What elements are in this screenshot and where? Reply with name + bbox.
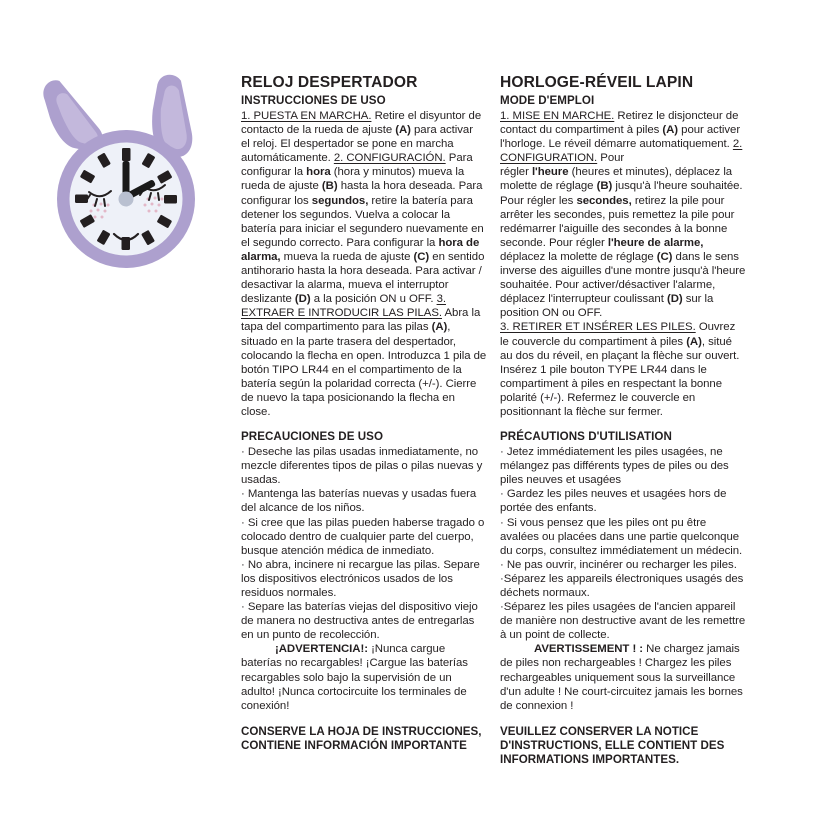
french-precaution-item: · Gardez les piles neuves et usagées hors de portée des enfants. <box>500 488 727 515</box>
clock-hub <box>119 192 134 207</box>
spanish-precaution-item: · Si cree que las pilas pueden haberse tragado o colocado dentro de cualquier parte del cuerpo, busque atención médica de inmediato. <box>241 516 485 557</box>
french-step2-text-g: dans le sens inverse des aiguilles d'une montre jusqu'à l'heure souhaitée. Pour activer/désactiver l'alarme, déplacez l'interrupteur coulissant <box>500 250 746 306</box>
french-step1-bold-a: (A) <box>662 124 679 137</box>
spanish-step2-bold-f: (D) <box>294 293 311 306</box>
french-step2-bold-f: (D) <box>666 293 683 306</box>
french-step2-text-d: jusqu'à l'heure souhaitée. Pour régler les <box>500 180 743 207</box>
spanish-precaution-item: · Separe las baterías viejas del dispositivo viejo de manera no destructiva antes de entregarlas en un punto de recolección. <box>241 601 478 642</box>
french-column <box>500 74 746 767</box>
french-step2-text-c: (heures et minutes), déplacez la molette de réglage <box>500 166 733 193</box>
french-title: HORLOGE-RÉVEIL LAPIN <box>500 74 694 91</box>
spanish-step2-text-b: (hora y minutos) mueva la rueda de ajuste <box>241 166 465 193</box>
spanish-step3-bold-a: (A) <box>431 321 448 334</box>
spanish-step1-text-b: para activar <box>410 124 473 137</box>
spanish-keep-note: CONSERVE LA HOJA DE INSTRUCCIONES, CONTIENE INFORMACIÓN IMPORTANTE <box>241 724 482 753</box>
french-precaution-item: ·Séparez les piles usagées de l'ancien appareil de manière non destructive avant de les remettre à un point de collecte. <box>500 601 746 642</box>
french-step2-text-a: Pour <box>597 152 625 165</box>
spanish-warning-label: ¡ADVERTENCIA!: <box>275 643 368 656</box>
spanish-step1-label: 1. PUESTA EN MARCHA. <box>241 110 372 122</box>
french-step2-bold-e: (C) <box>656 250 673 263</box>
spanish-title: RELOJ DESPERTADOR <box>241 74 418 91</box>
french-step1-label: 1. MISE EN MARCHE. <box>500 110 615 122</box>
french-step3-label: 3. RETIRER ET INSÉRER LES PILES. <box>500 321 696 334</box>
rabbit-clock-icon <box>38 68 228 273</box>
spanish-step2-bold-a: hora <box>306 166 331 179</box>
french-step2-text-e: retirez la pile pour arrêter les secondes, puis remettez la pile pour redémarrer l'aiguille des secondes à la bonne seconde. Pour régler <box>500 194 735 249</box>
spanish-step2-label: 2. CONFIGURACIÓN. <box>333 152 446 165</box>
french-step2-text-f: déplacez la molette de réglage <box>500 250 657 263</box>
spanish-precaution-item: · Mantenga las baterías nuevas y usadas fuera del alcance de los niños. <box>241 488 477 515</box>
spanish-step2-bold-b: (B) <box>321 180 338 193</box>
spanish-step2-text-e: mueva la rueda de ajuste <box>280 250 414 263</box>
spanish-precaution-item: · Deseche las pilas usadas inmediatamente, no mezcle diferentes tipos de pilas o pilas nuevas y usadas. <box>241 446 483 487</box>
spanish-warning-text: ¡Nunca cargue baterías no recargables! ¡Cargue las baterías recargables solo bajo la supervisión de un adulto! ¡Nunca cortocircuite los terminales de conexión! <box>241 643 468 712</box>
french-step3-text-a: Ouvrez le couvercle du compartiment à piles <box>500 321 736 348</box>
french-precautions-heading: PRÉCAUTIONS D'UTILISATION <box>500 430 672 444</box>
french-warning-label: AVERTISSEMENT ! : <box>534 643 644 656</box>
spanish-precaution-item: · No abra, incinere ni recargue las pilas. Separe los dispositivos electrónicos usados de los residuos normales. <box>241 558 480 599</box>
french-step2-bold-b: (B) <box>596 180 613 193</box>
spanish-step2-bold-c: segundos, <box>311 194 369 207</box>
french-step2-bold-a: l'heure <box>531 166 569 179</box>
french-step2-label: 2. CONFIGURATION. <box>500 138 743 165</box>
spanish-step1-text-c: el reloj. El despertador se pone en marcha automáticamente. <box>241 138 454 165</box>
french-step1-text-a: Retirez le disjoncteur de contact du compartiment à piles <box>500 110 739 137</box>
french-keep-note: VEUILLEZ CONSERVER LA NOTICE D'INSTRUCTIONS, ELLE CONTIENT DES INFORMATIONS IMPORTANTES. <box>500 724 725 767</box>
spanish-column <box>241 74 487 753</box>
spanish-step3-label: 3. EXTRAER E INTRODUCIR LAS PILAS. <box>241 293 446 320</box>
spanish-step2-text-g: a la posición ON u OFF. <box>310 293 437 306</box>
french-step2-bold-d: l'heure de alarme, <box>607 236 704 249</box>
spanish-step2-bold-e: (C) <box>413 250 430 263</box>
french-precaution-item: · Si vous pensez que les piles ont pu être avalées ou placées dans une partie quelconque du corps, consultez immédiatement un médecin. <box>500 516 743 557</box>
french-step2-text-h: sur la position ON ou OFF. <box>500 293 714 320</box>
french-step3-text-b: , situé au dos du réveil, en plaçant la flèche sur ouvert. Insérez 1 pile bouton TYPE LR44 dans le compartiment à piles en respectant la bonne polarité (+/-). Refermez le couvercle en positionnant la flèche sur fermer. <box>500 335 740 418</box>
french-instructions-heading: MODE D'EMPLOI <box>500 94 595 107</box>
french-step2-bold-c: secondes, <box>576 194 632 207</box>
french-warning-text: Ne chargez jamais de piles non rechargeables ! Chargez les piles rechargeables uniquement sous la surveillance d'un adulte ! Ne court-circuitez jamais les bornes de connexion ! <box>500 643 743 712</box>
spanish-instructions-heading: INSTRUCCIONES DE USO <box>241 94 386 107</box>
spanish-step2-text-f: en sentido antihorario hasta la hora deseada. Para activar / desactivar la alarma, mueva el interruptor deslizante <box>241 250 485 306</box>
french-step2-text-b: régler <box>500 166 532 179</box>
french-precaution-item: · Jetez immédiatement les piles usagées, ne mélangez pas différents types de piles ou des piles neuves et usagées <box>500 446 729 487</box>
spanish-instructions-body <box>241 109 487 419</box>
spanish-step2-text-a: Para configurar la <box>241 152 473 179</box>
french-instructions-body <box>500 109 746 419</box>
french-step3-bold-a: (A) <box>686 335 702 348</box>
french-step1-text-b: pour activer l'horloge. Le réveil démarre automatiquement. <box>500 124 741 151</box>
spanish-step2-bold-d: hora de alarma, <box>241 236 480 263</box>
spanish-precautions-heading: PRECAUCIONES DE USO <box>241 430 384 444</box>
spanish-step2-text-d: retire la batería para detener los segundos. Vuelva a colocar la batería para iniciar el segundero nuevamente en el segundo correcto. Para configurar la <box>241 194 484 249</box>
spanish-step2-text-c: hasta la hora deseada. Para configurar los <box>241 180 483 207</box>
french-precaution-item: · Ne pas ouvrir, incinérer ou recharger les piles. <box>500 558 737 571</box>
spanish-step3-text-b: , situado en la parte trasera del despertador, colocando la flecha en open. Introduzca 1 pila de botón TIPO LR44 en el compartimento de la batería según la polaridad correcta (+/-). Cierre de nuevo la tapa posicionando la flecha en close. <box>241 321 487 418</box>
rabbit-alarm-clock-illustration <box>38 68 228 273</box>
french-precaution-item: ·Séparez les appareils électroniques usagés des déchets normaux. <box>500 572 744 599</box>
spanish-warning <box>241 642 487 712</box>
spanish-step1-bold-a: (A) <box>395 124 411 137</box>
spanish-step3-text-a: Abra la tapa del compartimento para las pilas <box>241 307 481 334</box>
french-warning <box>500 642 746 712</box>
spanish-step1-text-a: Retire el disyuntor de contacto de la rueda de ajuste <box>241 110 482 137</box>
